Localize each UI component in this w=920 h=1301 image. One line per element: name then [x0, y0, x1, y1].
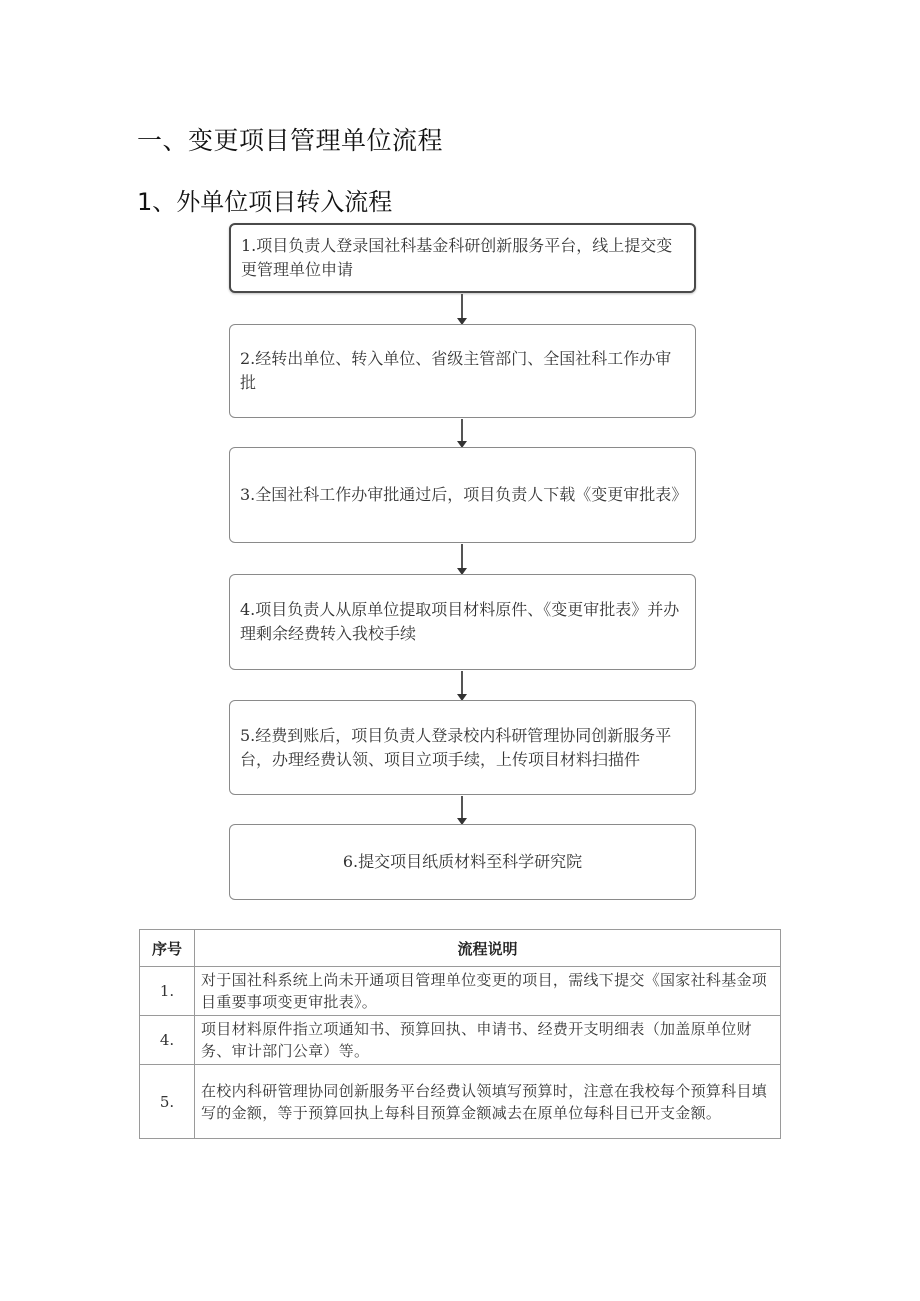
flow-step-text: 6.提交项目纸质材料至科学研究院: [342, 852, 583, 871]
flow-step-text: 2.经转出单位、转入单位、省级主管部门、全国社科工作办审批: [240, 349, 672, 392]
flow-step-6: [229, 824, 696, 900]
flow-step-text: 5.经费到账后，项目负责人登录校内科研管理协同创新服务平台，办理经费认领、项目立项手续，上传项目材料扫描件: [240, 725, 672, 769]
section-heading: 一、变更项目管理单位流程: [137, 126, 444, 155]
flow-step-2: [229, 324, 696, 418]
row-description: 项目材料原件指立项通知书、预算回执、申请书、经费开支明细表（加盖原单位财务、审计部门公章）等。: [195, 1016, 781, 1065]
table-row: [140, 967, 781, 1016]
flow-step-3: [229, 447, 696, 543]
table-row: [140, 1065, 781, 1139]
row-number: 1.: [140, 967, 195, 1016]
flow-step-5: [229, 700, 696, 795]
table-header-row: [140, 930, 781, 967]
flow-arrow: [461, 294, 463, 323]
row-description: 在校内科研管理协同创新服务平台经费认领填写预算时，注意在我校每个预算科目填写的金额，等于预算回执上每科目预算金额减去在原单位每科目已开支金额。: [195, 1065, 781, 1139]
flow-arrow: [461, 671, 463, 699]
flow-arrow: [461, 419, 463, 446]
flow-step-text: 3.全国社科工作办审批通过后，项目负责人下载《变更审批表》: [240, 485, 688, 504]
table-row: [140, 1016, 781, 1065]
flow-step-text: 1.项目负责人登录国社科基金科研创新服务平台，线上提交变更管理单位申请: [241, 236, 673, 279]
flow-step-4: [229, 574, 696, 670]
flow-arrow: [461, 796, 463, 823]
process-notes-table: [139, 929, 781, 1139]
column-header-number: 序号: [140, 930, 195, 967]
row-number: 4.: [140, 1016, 195, 1065]
row-number: 5.: [140, 1065, 195, 1139]
flow-arrow: [461, 544, 463, 573]
subsection-heading: 1、外单位项目转入流程: [137, 188, 393, 216]
flow-step-1: [229, 223, 696, 293]
row-description: 对于国社科系统上尚未开通项目管理单位变更的项目，需线下提交《国家社科基金项目重要事项变更审批表》。: [195, 967, 781, 1016]
flow-step-text: 4.项目负责人从原单位提取项目材料原件、《变更审批表》并办理剩余经费转入我校手续: [240, 600, 680, 643]
column-header-description: 流程说明: [195, 930, 781, 967]
